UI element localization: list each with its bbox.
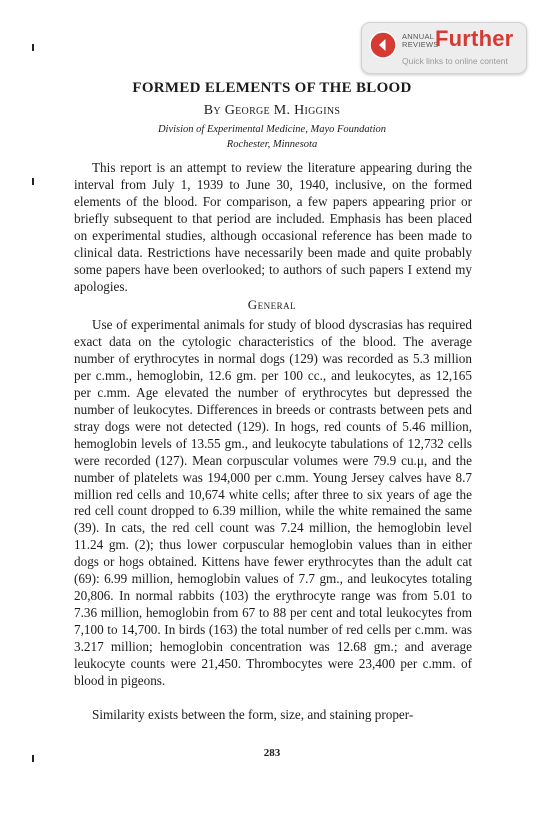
author-affiliation: Division of Experimental Medicine, Mayo Foundation: [157, 124, 387, 135]
scan-margin-mark: [32, 178, 34, 185]
article-author: By George M. Higgins: [203, 103, 341, 118]
quick-links-label: Quick links to online content: [402, 56, 508, 66]
next-paragraph-start: Similarity exists between the form, size, and staining proper-: [92, 707, 414, 722]
annual-reviews-further-badge[interactable]: [361, 22, 527, 74]
article-title: FORMED ELEMENTS OF THE BLOOD: [132, 80, 412, 96]
scan-margin-mark: [32, 44, 34, 51]
annual-reviews-logo-icon: [368, 30, 398, 60]
page-number: 283: [263, 747, 281, 759]
annual-reviews-label: ANNUAL REVIEWS: [402, 32, 439, 49]
author-location: Rochester, Minnesota: [226, 139, 318, 150]
further-label: Further: [435, 26, 514, 51]
intro-paragraph: This report is an attempt to review the literature appearing during the interval from July 1, 1939 to June 30, 1940, inclusive, on the formed elements of the blood. For comparison, a few papers appearing prior or briefly subsequent to that period are included. Emphasis has been placed on experimental studies, although occasional reference has been made to clinical data. Restrictions have necessarily been made and quite probably some papers have been overlooked; to authors of such papers I extend my apologies.: [74, 160, 472, 294]
section-heading-general: General: [247, 297, 297, 312]
general-paragraph: Use of experimental animals for study of blood dyscrasias has required exact data on the cytologic characteristics of the blood. The average number of erythrocytes in normal dogs (129) was recorded as 5.3 million per c.mm., hemoglobin, 12.6 gm. per 100 cc., and leukocytes, as 12,165 per c.mm. Age elevated the number of erythrocytes but depressed the number of leukocytes. Differences in breeds or contrasts between pets and stray dogs were not detected (129). In hogs, red counts of 5.46 million, hemoglobin levels of 13.55 gm., and leukocyte tabulations of 12,732 cells were recorded (127). Mean corpuscular volumes were 79.9 cu.μ, and the number of platelets was 194,000 per c.mm. Young Jersey calves have 8.7 million red cells and 10,674 white cells; after three to six years of age the red cell count dropped to 6.39 million, while the white remained the same (39). In cats, the red cell count was 7.24 million, the hemoglobin level 11.24 gm. (2); thus lower corpuscular hemoglobin values than in either dogs or hogs obtained. Kittens have fewer erythrocytes than the adult cat (69): 6.99 million, hemoglobin values of 7.7 gm., and leukocytes totaling 20,806. In normal rabbits (103) the erythrocyte range was from 5.01 to 7.36 million, hemoglobin from 67 to 88 per cent and total leukocytes from 7,100 to 14,700. In birds (163) the total number of red cells per c.mm. was 3.217 million; hemoglobin concentration was 12.68 gm.; and average leukocyte counts were 21,450. Thrombocytes were 23,400 per c.mm. of blood in pigeons.: [74, 317, 472, 689]
